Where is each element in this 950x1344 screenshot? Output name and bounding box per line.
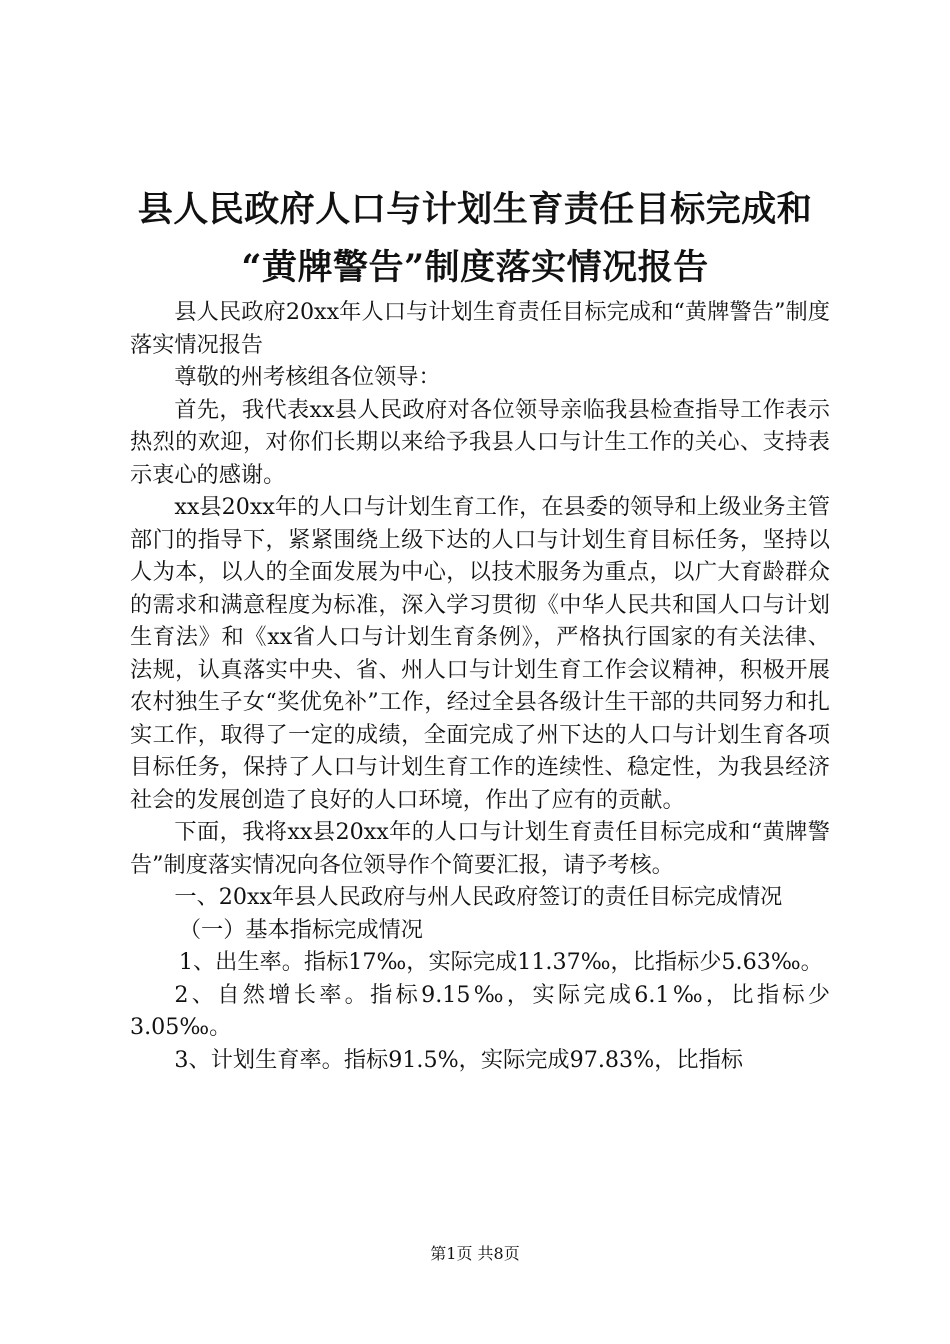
- indicator-natural-growth-rate: 2、自然增长率。指标9.15‰，实际完成6.1‰，比指标少3.05‰。: [130, 981, 830, 1040]
- section-heading-1: 一、20xx年县人民政府与州人民政府签订的责任目标完成情况: [174, 884, 783, 910]
- paragraph-report-heading: 县人民政府20xx年人口与计划生育责任目标完成和“黄牌警告”制度落实情况报告: [130, 299, 830, 358]
- subsection-heading-1: （一）基本指标完成情况: [178, 916, 423, 943]
- page-number-footer: 第1页 共8页: [430, 1244, 520, 1263]
- indicator-family-planning-rate: 3、计划生育率。指标91.5%，实际完成97.83%，比指标: [174, 1046, 743, 1073]
- document-title-line-1: 县人民政府人口与计划生育责任目标完成和: [137, 189, 813, 230]
- paragraph-salutation: 尊敬的州考核组各位领导：: [174, 364, 441, 390]
- indicator-birth-rate: 1、出生率。指标17‰，实际完成11.37‰，比指标少5.63‰。: [178, 949, 823, 975]
- document-title-line-2: “黄牌警告”制度落实情况报告: [241, 247, 709, 288]
- paragraph-report-intro: 下面，我将xx县20xx年的人口与计划生育责任目标完成和“黄牌警告”制度落实情况向各位领导作个简要汇报，请予考核。: [130, 819, 830, 878]
- paragraph-welcome: 首先，我代表xx县人民政府对各位领导亲临我县检查指导工作表示热烈的欢迎，对你们长期以来给予我县人口与计生工作的关心、支持表示衷心的感谢。: [130, 396, 830, 488]
- paragraph-work-summary: xx县20xx年的人口与计划生育工作，在县委的领导和上级业务主管部门的指导下，紧紧围绕上级下达的人口与计划生育目标任务，坚持以人为本，以人的全面发展为中心，以技术服务为重点，以广大育龄群众的需求和满意程度为标准，深入学习贯彻《中华人民共和国人口与计划生育法》和《xx省人口与计划生育条例》，严格执行国家的有关法律、法规，认真落实中央、省、州人口与计划生育工作会议精神，积极开展农村独生子女“奖优免补”工作，经过全县各级计生干部的共同努力和扎实工作，取得了一定的成绩，全面完成了州下达的人口与计划生育各项目标任务，保持了人口与计划生育工作的连续性、稳定性，为我县经济社会的发展创造了良好的人口环境，作出了应有的贡献。: [130, 494, 830, 813]
- document-body: [130, 296, 830, 1076]
